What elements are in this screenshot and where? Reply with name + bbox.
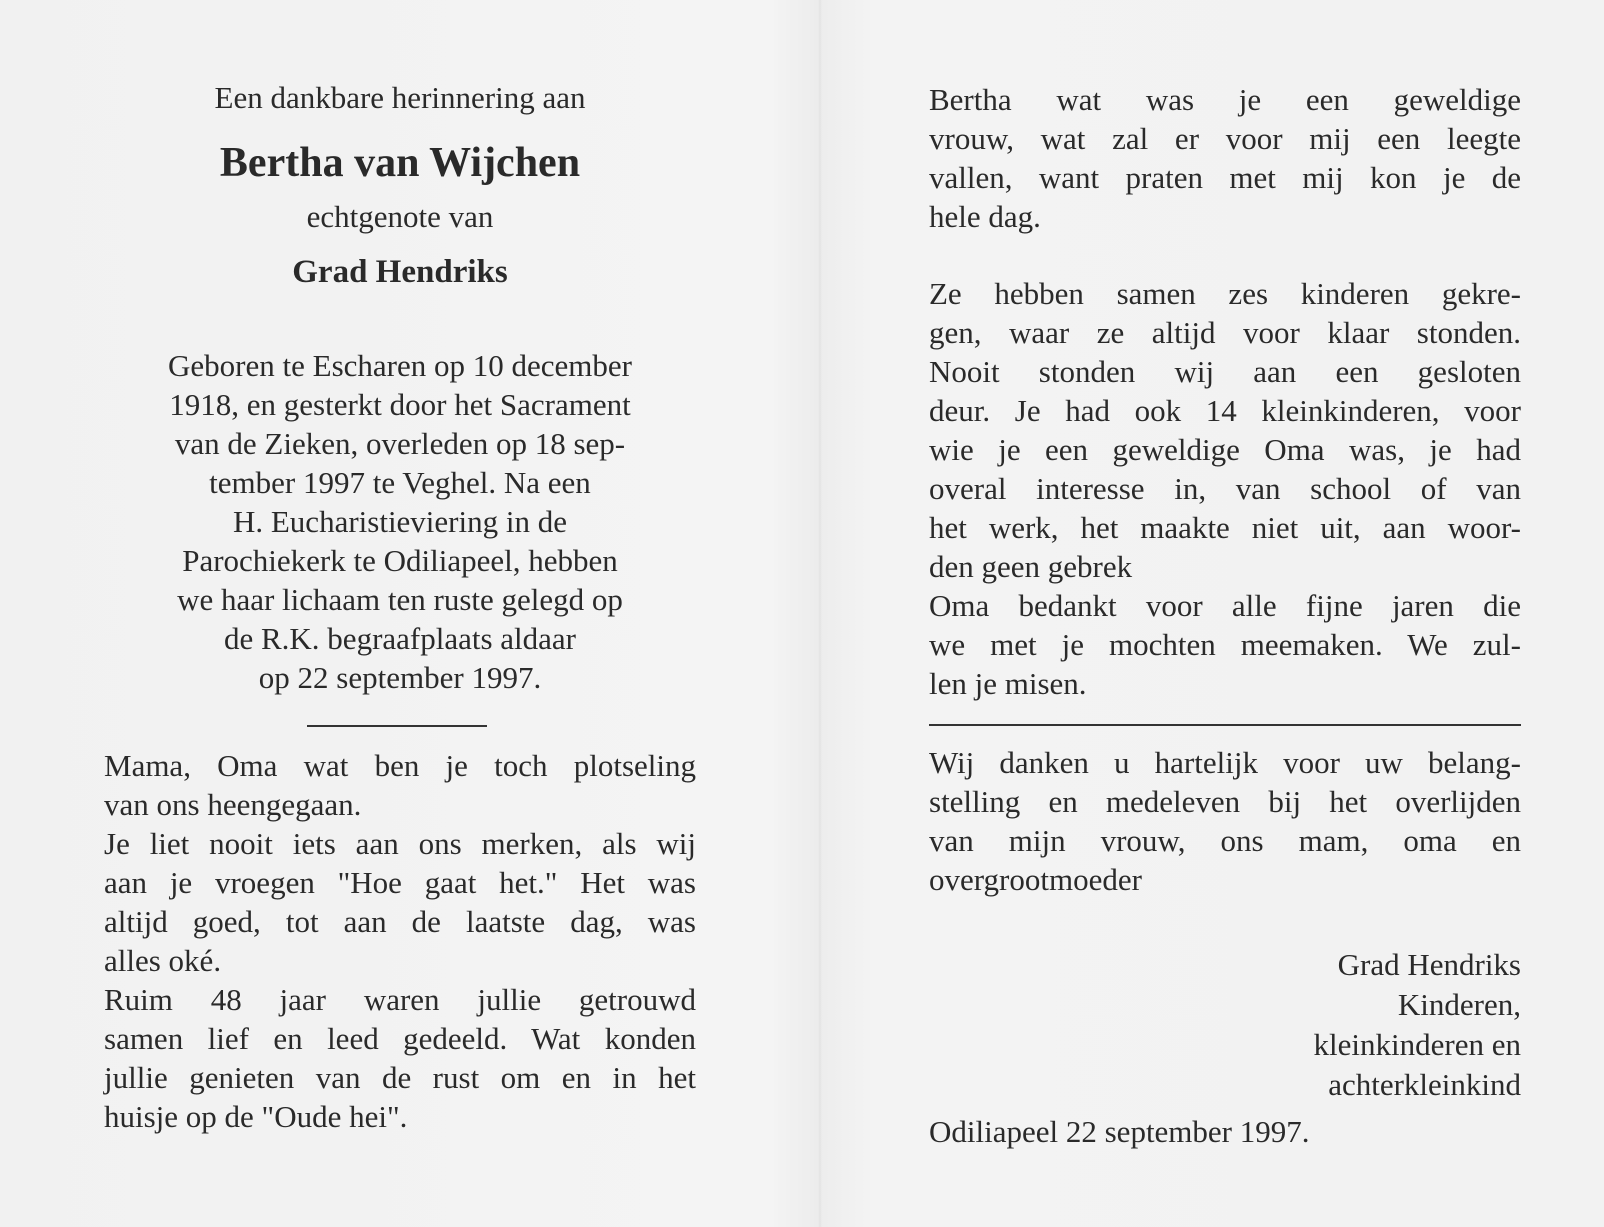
paragraph-line: len je misen.: [929, 666, 1087, 701]
paragraph-1: [929, 80, 1521, 236]
paragraph-2: [929, 274, 1521, 703]
bio-line: Geboren te Escharen op 10 december: [168, 348, 632, 383]
paragraph-line: deur. Je had ook 14 kleinkinderen, voor: [929, 393, 1521, 428]
signature-line: Kinderen,: [1397, 987, 1521, 1022]
divider-short: [307, 725, 487, 727]
paragraph-line: het werk, het maakte niet uit, aan woor-: [929, 510, 1521, 545]
paragraph-line: hele dag.: [929, 199, 1041, 234]
paragraph-line: Ze hebben samen zes kinderen gekre-: [929, 276, 1521, 311]
paragraph-line: vrouw, wat zal er voor mij een leegte: [929, 121, 1521, 156]
paragraph-line: Oma bedankt voor alle fijne jaren die: [929, 588, 1521, 623]
paragraph-line: wie je een geweldige Oma was, je had: [929, 432, 1521, 467]
paragraph-line: Nooit stonden wij aan een gesloten: [929, 354, 1521, 389]
deceased-name: Bertha van Wijchen: [219, 140, 581, 186]
thanks-line: Wij danken u hartelijk voor uw belang-: [929, 745, 1521, 780]
intro-line: Een dankbare herinnering aan: [214, 80, 586, 115]
bio-line: H. Eucharistieviering in de: [232, 504, 567, 539]
paragraph-line: overal interesse in, van school of van: [929, 471, 1521, 506]
thanks-text: [929, 743, 1521, 899]
tribute-line: huisje op de "Oude hei".: [104, 1099, 408, 1134]
signature-line: kleinkinderen en: [1313, 1027, 1521, 1062]
tribute-line: jullie genieten van de rust om en in het: [104, 1060, 696, 1095]
bio-line: de R.K. begraafplaats aldaar: [223, 621, 577, 656]
tribute-line: samen lief en leed gedeeld. Wat konden: [104, 1021, 696, 1056]
signature-line: Grad Hendriks: [1337, 947, 1521, 982]
paragraph-line: we met je mochten meemaken. We zul-: [929, 627, 1521, 662]
signature-line: achterkleinkind: [1328, 1067, 1521, 1102]
thanks-line: overgrootmoeder: [929, 862, 1142, 897]
spouse-intro: echtgenote van: [306, 199, 494, 234]
tribute-line: van ons heengegaan.: [104, 787, 362, 822]
bio-line: Parochiekerk te Odiliapeel, hebben: [182, 543, 618, 578]
bio-line: tember 1997 te Veghel. Na een: [209, 465, 591, 500]
paragraph-line: gen, waar ze altijd voor klaar stonden.: [929, 315, 1521, 350]
tribute-line: Mama, Oma wat ben je toch plotseling: [104, 748, 696, 783]
paragraph-line: den geen gebrek: [929, 549, 1133, 584]
tribute-line: Je liet nooit iets aan ons merken, als wij: [104, 826, 696, 861]
tribute-line: Ruim 48 jaar waren jullie getrouwd: [104, 982, 696, 1017]
paragraph-line: Bertha wat was je een geweldige: [929, 82, 1521, 117]
bio-line: we haar lichaam ten ruste gelegd op: [177, 582, 623, 617]
biography: [100, 346, 700, 697]
bio-line: van de Zieken, overleden op 18 sep-: [174, 426, 626, 461]
tribute-line: alles oké.: [104, 943, 222, 978]
paragraph-line: vallen, want praten met mij kon je de: [929, 160, 1521, 195]
card-fold: [818, 0, 822, 1227]
tribute-text: [104, 746, 696, 1136]
thanks-line: van mijn vrouw, ons mam, oma en: [929, 823, 1521, 858]
bio-line: op 22 september 1997.: [258, 660, 542, 695]
tribute-line: aan je vroegen "Hoe gaat het." Het was: [104, 865, 696, 900]
thanks-line: stelling en medeleven bij het overlijden: [929, 784, 1521, 819]
signature-block: [929, 945, 1521, 1105]
divider-long: [929, 724, 1521, 726]
bio-line: 1918, en gesterkt door het Sacrament: [169, 387, 631, 422]
spouse-name: Grad Hendriks: [292, 254, 508, 290]
place-date: Odiliapeel 22 september 1997.: [929, 1114, 1310, 1149]
tribute-line: altijd goed, tot aan de laatste dag, was: [104, 904, 696, 939]
